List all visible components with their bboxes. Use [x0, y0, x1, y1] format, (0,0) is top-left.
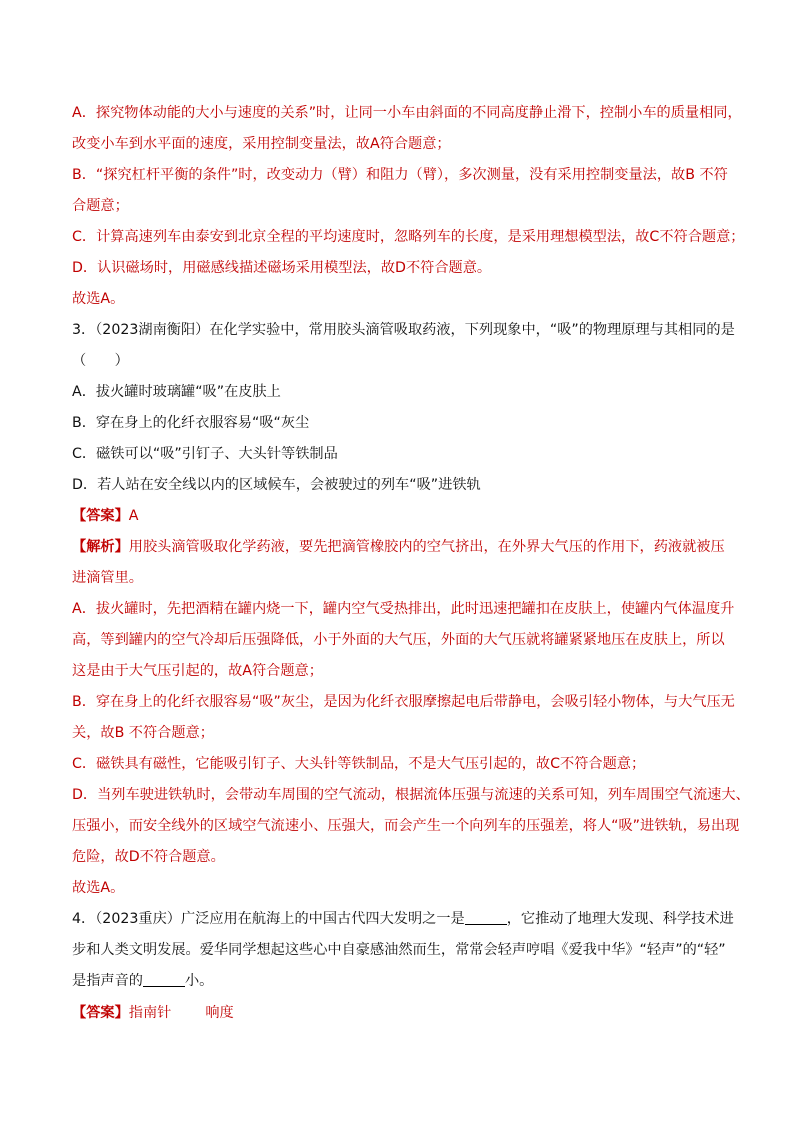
- q3-analysis-line1: [72, 532, 732, 563]
- answer-blank-1: [465, 910, 507, 925]
- answer-tag: 【答案】: [72, 508, 129, 524]
- q3-answer: [72, 501, 732, 532]
- q4-answer: [72, 998, 732, 1029]
- q3-option-d: D．若人站在安全线以内的区域候车，会被驶过的列车“吸”进铁轨: [72, 477, 481, 493]
- q2-analysis-a-line2: 改变小车到水平面的速度，采用控制变量法，故A符合题意；: [72, 136, 451, 152]
- q4-stem-line3: [72, 966, 732, 997]
- q3-option-a: A．拔火罐时玻璃罐“吸”在皮肤上: [72, 384, 281, 400]
- q3-analysis-d-line1: D．当列车驶进铁轨时，会带动车周围的空气流动，根据流体压强与流速的关系可知，列车周围空气流速大、: [72, 787, 750, 803]
- q4-stem-before-blank: 4．（2023重庆）广泛应用在航海上的中国古代四大发明之一是: [72, 911, 465, 927]
- q4-stem-line2: 步和人类文明发展。爱华同学想起这些心中自豪感油然而生，常常会轻声哼唱《爱我中华》“轻声”的“轻”: [72, 942, 726, 958]
- q2-conclusion: 故选A。: [72, 291, 125, 307]
- q2-analysis-a-line1: A．探究物体动能的大小与速度的关系”时，让同一小车由斜面的不同高度静止滑下，控制小车的质量相同，: [72, 105, 742, 121]
- analysis-tag: 【解析】: [72, 539, 129, 555]
- q2-analysis-b-line1: B．“探究杠杆平衡的条件”时，改变动力（臂）和阻力（臂），多次测量，没有采用控制变量法，故B 不符: [72, 167, 728, 183]
- answer-blank-2: [143, 972, 185, 987]
- q3-analysis-a-line1: A．拔火罐时，先把酒精在罐内烧一下，罐内空气受热排出，此时迅速把罐扣在皮肤上，使罐内气体温度升: [72, 601, 735, 617]
- q3-analysis-b-line2: 关，故B 不符合题意；: [72, 725, 214, 741]
- q3-option-b: B．穿在身上的化纤衣服容易“吸“灰尘: [72, 415, 310, 431]
- answer-value-2: 响度: [205, 1005, 234, 1021]
- q4-stem-line1: [72, 904, 732, 935]
- answer-tag: 【答案】: [72, 1005, 129, 1021]
- q2-analysis-d-line: D．认识磁场时，用磁感线描述磁场采用模型法，故D不符合题意。: [72, 260, 492, 276]
- q3-analysis-d-line3: 危险，故D不符合题意。: [72, 849, 225, 865]
- q3-option-c: C．磁铁可以“吸”引钉子、大头针等铁制品: [72, 446, 338, 462]
- q3-analysis-a-line3: 这是由于大气压引起的，故A符合题意；: [72, 663, 323, 679]
- q3-analysis-b-line1: B．穿在身上的化纤衣服容易“吸”灰尘，是因为化纤衣服摩擦起电后带静电，会吸引轻小物体，与大气压无: [72, 694, 735, 710]
- analysis-text: 用胶头滴管吸取化学药液，要先把滴管橡胶内的空气挤出，在外界大气压的作用下，药液就被压: [128, 539, 725, 555]
- q3-stem-line1: 3．（2023湖南衡阳）在化学实验中，常用胶头滴管吸取药液，下列现象中，“吸”的物理原理与其相同的是: [72, 322, 735, 338]
- answer-value-1: 指南针: [128, 1005, 172, 1021]
- q3-analysis-a-line2: 高，等到罐内的空气冷却后压强降低，小于外面的大气压，外面的大气压就将罐紧紧地压在皮肤上，所以: [72, 632, 725, 648]
- q4-stem-after-blank: ，它推动了地理大发现、科学技术进: [506, 911, 734, 927]
- answer-value: A: [128, 508, 139, 524]
- q2-analysis-c-line: C．计算高速列车由泰安到北京全程的平均速度时，忽略列车的长度，是采用理想模型法，故C不符合题意；: [72, 229, 745, 245]
- q4-stem-after-blank-2: 小。: [184, 973, 214, 989]
- q3-analysis-d-line2: 压强小，而安全线外的区域空气流速小、压强大，而会产生一个向列车的压强差，将人“吸”进铁轨，易出现: [72, 818, 740, 834]
- q4-stem-before-blank-2: 是指声音的: [72, 973, 143, 989]
- q3-analysis-c-line: C．磁铁具有磁性，它能吸引钉子、大头针等铁制品，不是大气压引起的，故C不符合题意；: [72, 756, 646, 772]
- q2-analysis-b-line2: 合题意；: [72, 198, 129, 214]
- q3-conclusion: 故选A。: [72, 880, 125, 896]
- q3-stem-line2: （ ）: [72, 353, 129, 369]
- q3-analysis-line2: 进滴管里。: [72, 570, 143, 586]
